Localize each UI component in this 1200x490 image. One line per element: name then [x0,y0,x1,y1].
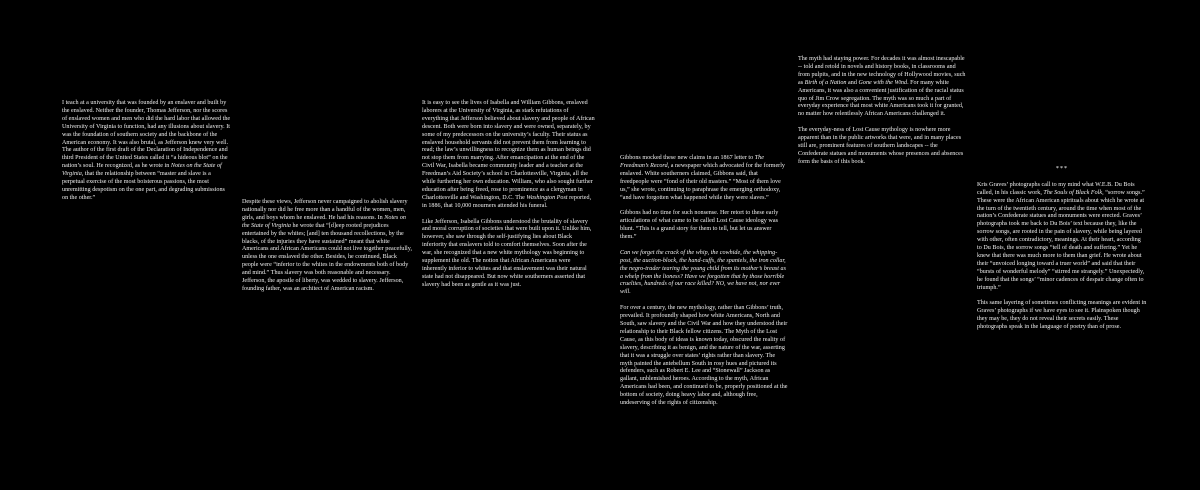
paragraph [977,182,1147,293]
column-3 [422,100,595,290]
paragraph [620,210,788,242]
column-6 [977,166,1147,332]
text-run: , “sorrow songs.” These were the African American spirituals about which he wrote at the turn of the twentieth century, around the time when most of the nation’s Confederate statues and monuments were erected. Graves’ photographs took me back to Du Bois’ text because they, like the sorrow songs, are rooted in the pain of slavery, while being layered with other, often contradictory, meanings. At their heart, according to Du Bois, the sorrow songs “tell of death and suffering.” Yet he knew that there was much more to them than grief. He wrote about their “unvoiced longing toward a truer world” and said that their “bursts of wonderful melody” “stirred me strangely.” Unexpectedly, he found that the songs’ “minor cadences of despair change often to triumph.” [977,189,1145,291]
italic-text: Notes on the State of Virginia [62,163,222,178]
column-5 [798,56,968,167]
paragraph [620,155,788,202]
paragraph [798,127,968,167]
text-run: he wrote that “[d]eep rooted prejudices entertained by the whites; [and] ten thousand recollections, by the blacks, of the injuries they have sustained” meant that white Americans and African Americans could not live together peacefully, unless the one enslaved the other. Besides, he continued, Black people were “inferior to the whites in the endowments both of body and mind.” Thus slavery was both reasonable and necessary. Jefferson, the apostle of liberty, was wedded to slavery. Jefferson, founding father, was an architect of American racism. [242,222,412,292]
italic-text: Can we forget the crack of the whip, the cowhide, the whipping-post, the auction-block, the hand-cuffs, the spaniels, the iron collar, the negro-trader tearing the young child from its mother’s breast as a whelp from the lioness? Have we forgotten that by those horrible cruelties, hundreds of our race killed? NO, we have not, nor ever will. [620,249,786,296]
text-run: Kris Graves’ photographs call to my mind what W.E.B. Du Bois called, in his classic work, [977,181,1135,196]
text-run: and [846,79,859,86]
text-run: This same layering of sometimes conflicting meanings are evident in Graves’ photographs if we have eyes to see it. Plainspoken though they may be, they do not reveal their secrets easily. These photographs speak in the language of poetry than of prose. [977,300,1147,331]
italic-text: Gone with the Wind [858,79,908,86]
paragraph [798,56,968,119]
paragraph [620,250,788,297]
text-run: Gibbons had no time for such nonsense. Her retort to these early articulations of what came to be called Lost Cause ideology was blunt. “This is a grand story for them to tell, but let us answer them.” [620,210,779,241]
text-run: reported, in 1886, that 10,000 mourners attended his funeral. [422,194,592,209]
text-run: The everyday-ness of Lost Cause mythology is nowhere more apparent than in the public artworks that were, and in many places still are, prominent features of southern landscapes -- the Confederate statues and monuments whose presences and absences form the basis of this book. [798,127,964,165]
text-run: Despite these views, Jefferson never campaigned to abolish slavery nationally nor did he free more than a handful of the women, men, girls, and boys whom he enslaved. He had his reasons. In [242,199,408,221]
text-run: For over a century, the new mythology, rather than Gibbons’ truth, prevailed. It profoundly shaped how white Americans, North and South, saw slavery and the Civil War and how they understood their relationship to their Black fellow citizens. The Myth of the Lost Cause, as this body of ideas is known today, obscured the reality of slavery, describing it as benign, and the nature of the war, asserting that it was a struggle over states’ rights rather than slavery. The myth painted the antebellum South in rosy hues and pictured its defenders, such as Robert E. Lee and “Stonewall” Jackson as gallant, unblemished heroes. According to the myth, African Americans had been, and continued to be, properly positioned at the bottom of society, doing heavy labor and, although free, undeserving of the rights of citizenship. [620,305,788,407]
italic-text: Washington Post [526,194,568,201]
italic-text: Notes on the State of Virginia [242,214,406,229]
text-run: It is easy to see the lives of Isabella and William Gibbons, enslaved laborers at the University of Virginia, as stark refutations of everything that Jefferson believed about slavery and people of African descent. Both were born into slavery and were owned, separately, by some of my predecessors on the university’s faculty. Their status as enslaved household servants did not prevent them from learning to read; the law’s unwillingness to recognize them as human beings did not stop them from marrying. After emancipation at the end of the Civil War, Isabella became community leader and a teacher at the Freedman’s Aid Society’s school in Charlottesville, Virginia, all the while furthering her own education. William, who also sought further education after being freed, rose to prominence as a clergyman in Charlottesville and Washington, D.C. The [422,100,595,201]
paragraph [422,100,595,211]
paragraph [977,300,1147,332]
italic-text: The Souls of Black Folk [1043,189,1103,196]
text-run: The myth had staying power. For decades it was almost inescapable -- told and retold in novels and history books, in classrooms and from pulpits, and in the new technology of Hollywood movies, such as [798,56,966,86]
italic-text: Birth of a Nation [804,79,847,86]
text-run: , a newspaper which advocated for the formerly enslaved. White southerners claimed, Gibbons said, that freedpeople were “fond of their old masters.” “Most of them love us,” she wrote, continuing to paraphrase the emerging orthodoxy, “and have forgotten what happened while they were slaves.” [620,162,786,201]
text-run: , that the relationship between “master and slave is a perpetual exercise of the most boisterous passions, the most unremitting despotism on the one part, and degrading submissions on the other.” [62,171,225,201]
text-run: . For many white Americans, it was also a convenient justification of the racial status quo of Jim Crow segregation. The myth was so much a part of everyday experience that most white Americans took it for granted, no matter how relentlessly African Americans challenged it. [798,79,964,118]
text-run: Gibbons mocked these new claims in an 1867 letter to [620,155,755,161]
column-1 [62,100,232,203]
text-run: I teach at a university that was founded by an enslaver and built by the enslaved. Neither the founder, Thomas Jefferson, nor the scores of enslaved women and men who did the hard labor that allowed the University of Virginia to function, had any illusions about slavery. It was the foundation of southern society and the backbone of the American economy. It was also brutal, as Jefferson knew very well. The author of the first draft of the Declaration of Independence and third President of the United States called it “a hideous blot” on the nation’s soul. He recognized, as he wrote in [62,100,231,170]
paragraph [620,305,788,408]
text-run: Like Jefferson, Isabella Gibbons understood the brutality of slavery and moral corruption of societies that were built upon it. Unlike him, however, she saw through the self-justifying lies about Black inferiority that enslavers told to comfort themselves. Soon after the war, she recognized that a new white mythology was beginning to supplement the old. The notion that African Americans were inherently inferior to whites and that enslavement was their natural state had not disappeared. But now white southerners asserted that slavery had been as gentle as it was just. [422,218,592,288]
italic-text: The Freedman’s Record [620,155,764,169]
section-separator: *** [1055,166,1069,172]
column-4 [620,155,788,408]
column-2 [242,199,412,294]
paragraph [422,219,595,290]
paragraph [242,199,412,294]
paragraph [62,100,232,203]
